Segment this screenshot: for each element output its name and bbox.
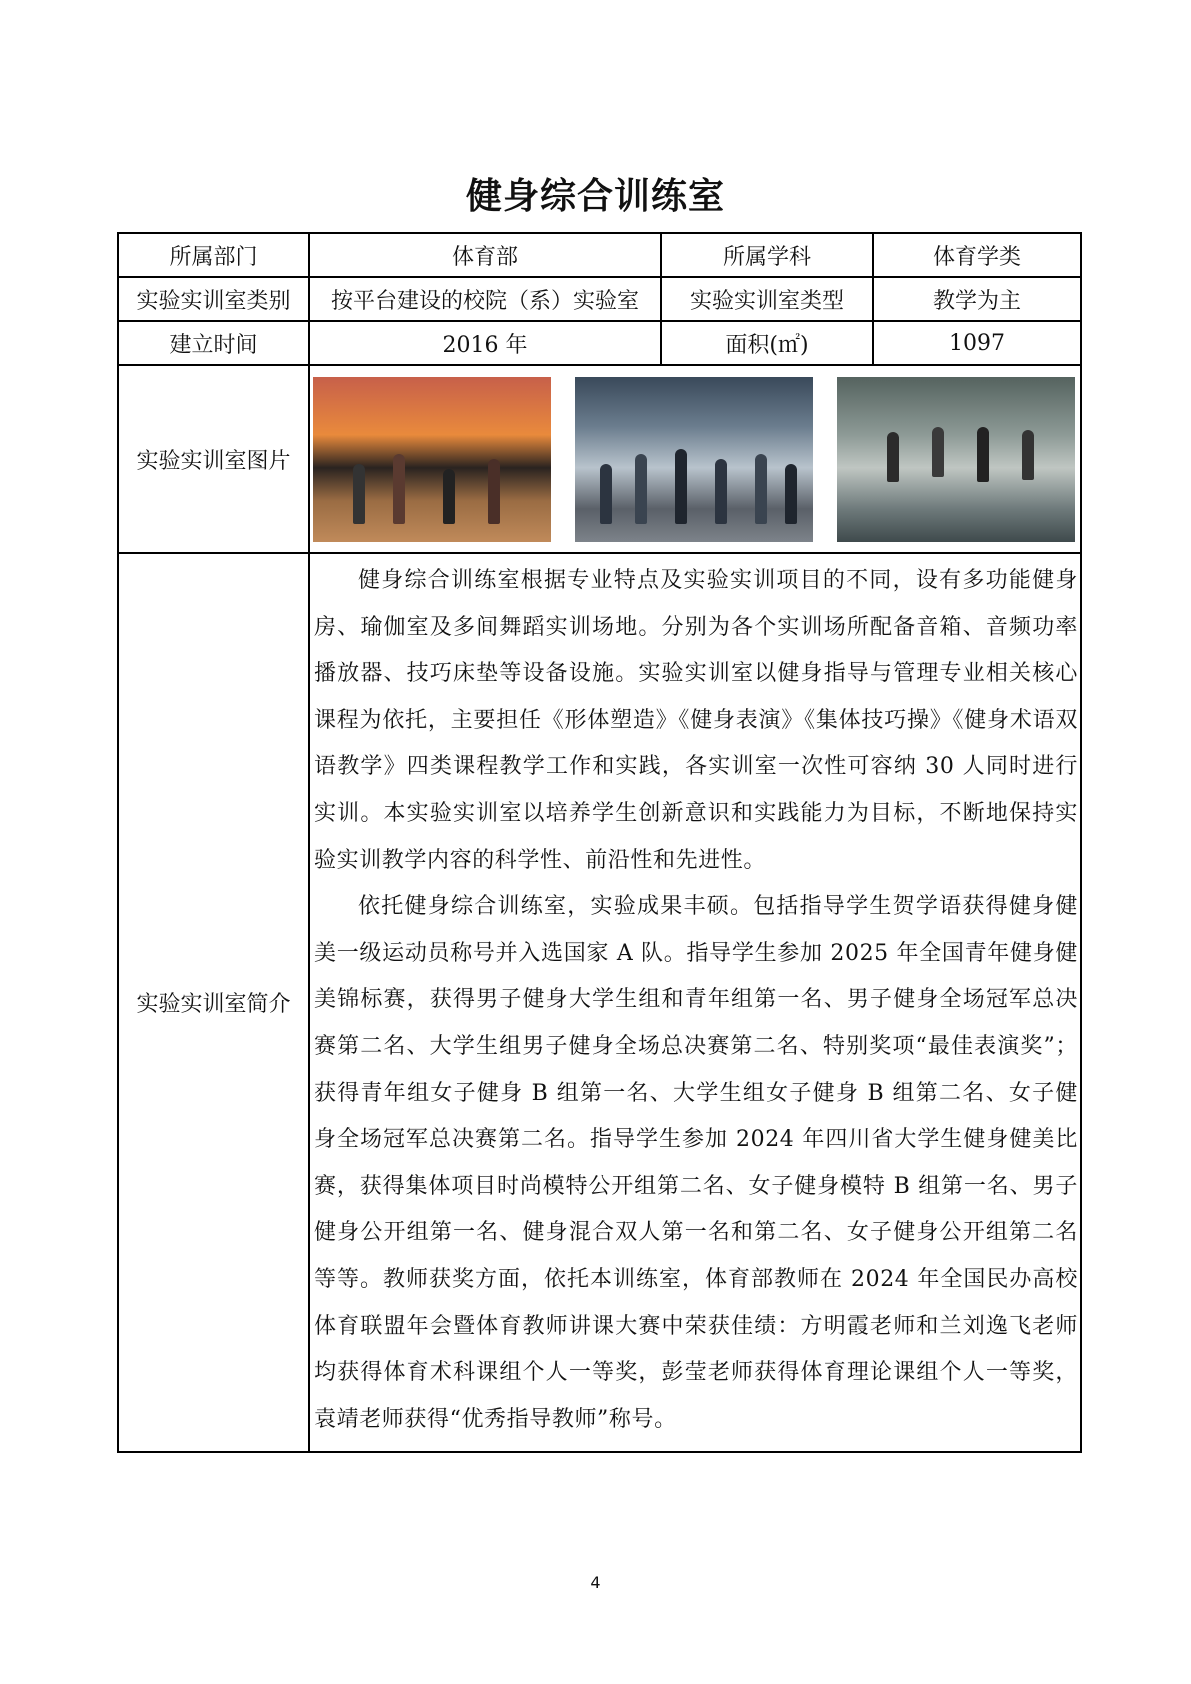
table-row: [118, 233, 1081, 277]
table-row: [118, 321, 1081, 365]
photo-strip: [310, 377, 1080, 542]
intro-paragraph-1: 健身综合训练室根据专业特点及实验实训项目的不同，设有多功能健身房、瑜伽室及多间舞蹈实训场地。分别为各个实训场所配备音箱、音频功率播放器、技巧床垫等设备设施。实验实训室以健身指导与管理专业相关核心课程为依托，主要担任《形体塑造》《健身表演》《集体技巧操》《健身术语双语教学》四类课程教学工作和实践，各实训室一次性可容纳 30 人同时进行实训。本实验实训室以培养学生创新意识和实践能力为目标，不断地保持实验实训教学内容的科学性、前沿性和先进性。: [314, 568, 1078, 873]
yoga-room-photo: [313, 377, 551, 542]
established-value: 2016 年: [309, 321, 661, 365]
lab-category-value: 按平台建设的校院（系）实验室: [309, 277, 661, 321]
table-row: [118, 365, 1081, 553]
photos-label: 实验实训室图片: [118, 365, 309, 553]
area-label: 面积(㎡): [661, 321, 873, 365]
established-label: 建立时间: [118, 321, 309, 365]
area-value: 1097: [873, 321, 1081, 365]
lab-type-value: 教学为主: [873, 277, 1081, 321]
department-label: 所属部门: [118, 233, 309, 277]
page-number: 4: [590, 1573, 601, 1592]
photos-cell: [309, 365, 1081, 553]
discipline-value: 体育学类: [873, 233, 1081, 277]
table-row: [118, 553, 1081, 1452]
intro-text: [309, 553, 1081, 1452]
discipline-label: 所属学科: [661, 233, 873, 277]
department-value: 体育部: [309, 233, 661, 277]
lab-type-label: 实验实训室类型: [661, 277, 873, 321]
gym-class-photo: [575, 377, 813, 542]
table-row: [118, 277, 1081, 321]
intro-paragraph-2: 依托健身综合训练室，实验成果丰硕。包括指导学生贺学语获得健身健美一级运动员称号并入选国家 A 队。指导学生参加 2025 年全国青年健身健美锦标赛，获得男子健身大学生组和青年组第一名、男子健身全场冠军总决赛第二名、大学生组男子健身全场总决赛第二名、特别奖项“最佳表演奖”；获得青年组女子健身 B 组第一名、大学生组女子健身 B 组第二名、女子健身全场冠军总决赛第二名。指导学生参加 2024 年四川省大学生健身健美比赛，获得集体项目时尚模特公开组第二名、女子健身模特 B 组第一名、男子健身公开组第一名、健身混合双人第一名和第二名、女子健身公开组第二名等等。教师获奖方面，依托本训练室，体育部教师在 2024 年全国民办高校体育联盟年会暨体育教师讲课大赛中荣获佳绩：方明霞老师和兰刘逸飞老师均获得体育术科课组个人一等奖，彭莹老师获得体育理论课组个人一等奖，袁靖老师获得“优秀指导教师”称号。: [314, 894, 1078, 1432]
lab-info-table: [117, 232, 1082, 1453]
lab-category-label: 实验实训室类别: [118, 277, 309, 321]
page-title: 健身综合训练室: [465, 176, 725, 217]
dance-training-photo: [837, 377, 1075, 542]
intro-label: 实验实训室简介: [118, 553, 309, 1452]
